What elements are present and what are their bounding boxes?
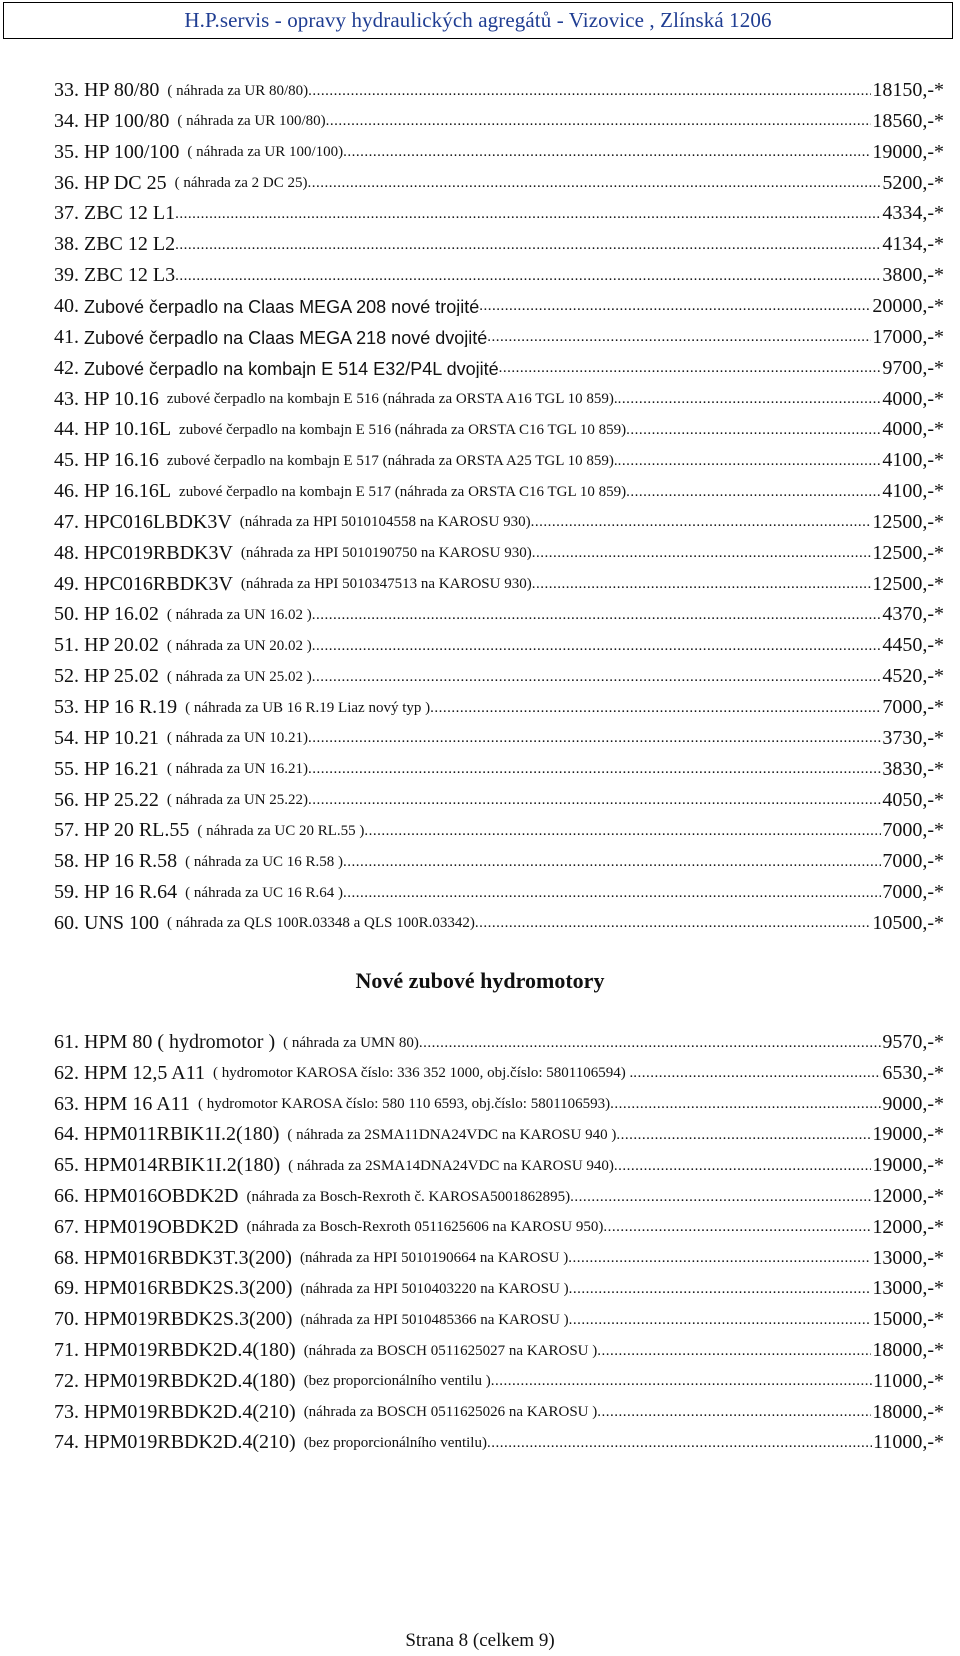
list-item xyxy=(54,1209,944,1237)
item-price: 3800,-* xyxy=(882,264,944,286)
item-price: 7000,-* xyxy=(882,850,944,872)
item-price: 19000,-* xyxy=(872,140,944,162)
dot-leader xyxy=(626,422,881,440)
item-price: 12500,-* xyxy=(872,541,944,563)
item-number: 61. xyxy=(54,1031,79,1052)
list-item xyxy=(54,257,944,285)
item-number: 40. xyxy=(54,294,79,316)
list-item xyxy=(54,442,944,470)
list-item xyxy=(54,226,944,254)
list-item xyxy=(54,1363,944,1391)
item-number: 35. xyxy=(54,140,79,162)
item-name: HPM 16 A11 xyxy=(84,1092,190,1114)
dot-leader xyxy=(430,700,881,718)
header-title: H.P.servis - opravy hydraulických agregátů - Vizovice , Zlínská 1206 xyxy=(184,8,772,32)
list-item xyxy=(54,1332,944,1360)
item-note: (náhrada za HPI 5010104558 na KAROSU 930) xyxy=(239,514,531,531)
dot-leader xyxy=(175,268,881,286)
item-number: 45. xyxy=(54,449,79,471)
item-price: 3730,-* xyxy=(882,726,944,748)
dot-leader xyxy=(499,360,882,378)
item-price: 12500,-* xyxy=(872,510,944,532)
list-item xyxy=(54,1424,944,1452)
item-price: 4134,-* xyxy=(882,233,944,255)
dot-leader xyxy=(532,576,872,594)
list-item xyxy=(54,843,944,871)
item-price: 9700,-* xyxy=(882,356,944,378)
list-item xyxy=(54,535,944,563)
item-note: ( náhrada za UB 16 R.19 Liaz nový typ ) xyxy=(185,699,431,716)
item-price: 4100,-* xyxy=(882,480,944,502)
page-footer: Strana 8 (celkem 9) xyxy=(405,1630,555,1651)
item-note: ( náhrada za UR 80/80) xyxy=(167,82,309,99)
item-price: 12000,-* xyxy=(872,1185,944,1206)
item-number: 68. xyxy=(54,1246,79,1268)
item-note: ( náhrada za 2 DC 25) xyxy=(174,175,308,192)
dot-leader xyxy=(487,329,871,347)
item-price: 18000,-* xyxy=(872,1400,944,1422)
item-price: 15000,-* xyxy=(872,1308,944,1330)
item-note: (náhrada za HPI 5010347513 na KAROSU 930) xyxy=(240,576,532,593)
item-price: 4450,-* xyxy=(882,634,944,656)
item-note: ( náhrada za UC 16 R.58 ) xyxy=(185,853,344,870)
item-name: ZBC 12 L1 xyxy=(84,202,176,224)
item-name: HPC016RBDK3V xyxy=(84,572,233,594)
item-note: (bez proporcionálního ventilu ) xyxy=(303,1373,491,1390)
list-item xyxy=(54,874,944,902)
dot-leader xyxy=(633,1065,881,1083)
item-number: 44. xyxy=(54,418,79,440)
dot-leader xyxy=(610,1096,881,1114)
item-price: 12000,-* xyxy=(872,1215,944,1237)
item-note: ( náhrada za UN 10.21) xyxy=(166,730,309,747)
item-price: 10500,-* xyxy=(872,911,944,933)
item-name: HPM 12,5 A11 xyxy=(84,1061,205,1083)
item-name: HP DC 25 xyxy=(84,171,167,193)
item-number: 50. xyxy=(54,603,79,625)
item-name: HP 16 R.58 xyxy=(84,850,178,872)
list-item xyxy=(54,751,944,779)
dot-leader xyxy=(175,237,881,255)
dot-leader xyxy=(626,484,881,502)
item-number: 52. xyxy=(54,665,79,687)
page-header xyxy=(3,2,953,39)
item-number: 41. xyxy=(54,325,79,347)
item-name: HP 100/100 xyxy=(84,140,180,162)
item-note: ( náhrada za UN 25.02 ) xyxy=(166,668,312,685)
list-item xyxy=(54,1147,944,1175)
list-item xyxy=(54,1086,944,1114)
list-item xyxy=(54,905,944,933)
dot-leader xyxy=(312,638,882,656)
section-title: Nové zubové hydromotory xyxy=(355,968,605,993)
list-item xyxy=(54,319,944,347)
item-price: 4000,-* xyxy=(882,387,944,409)
item-name: HPM019RBDK2D.4(210) xyxy=(84,1400,296,1422)
item-note: zubové čerpadlo na kombajn E 516 (náhrada za ORSTA A16 TGL 10 859). xyxy=(166,391,618,407)
item-name: HP 16.16L xyxy=(84,480,172,502)
item-number: 39. xyxy=(54,264,79,286)
dot-leader xyxy=(616,1127,871,1145)
list-item xyxy=(54,1270,944,1298)
item-price: 19000,-* xyxy=(872,1123,944,1145)
item-number: 64. xyxy=(54,1123,79,1145)
item-name: HP 10.21 xyxy=(84,726,159,748)
item-price: 4520,-* xyxy=(882,665,944,687)
list-item xyxy=(54,1301,944,1329)
item-name: HP 10.16L xyxy=(84,418,172,440)
dot-leader xyxy=(475,915,871,933)
item-price: 4100,-* xyxy=(882,449,944,471)
item-price: 7000,-* xyxy=(882,696,944,717)
list-item xyxy=(54,103,944,131)
item-number: 69. xyxy=(54,1277,79,1299)
item-name: HP 16.02 xyxy=(84,603,159,625)
list-item xyxy=(54,1116,944,1144)
item-note: ( náhrada za 2SMA11DNA24VDC na KAROSU 940 ) xyxy=(287,1126,617,1143)
list-item xyxy=(54,411,944,439)
dot-leader xyxy=(618,453,882,471)
item-number: 67. xyxy=(54,1215,79,1237)
item-name: HP 20 RL.55 xyxy=(84,819,190,841)
item-name: ZBC 12 L3 xyxy=(84,264,176,286)
item-name: HPM019RBDK2D.4(180) xyxy=(84,1369,296,1391)
item-note: ( hydromotor KAROSA číslo: 336 352 1000, obj.číslo: 5801106594) . xyxy=(212,1065,634,1082)
dot-leader xyxy=(618,391,882,409)
item-name: HP 25.02 xyxy=(84,665,159,687)
dot-leader xyxy=(326,113,872,131)
dot-leader xyxy=(343,854,881,872)
item-note: ( náhrada za UMN 80) xyxy=(283,1034,419,1051)
list-item xyxy=(54,1055,944,1083)
item-note: ( náhrada za QLS 100R.03348 a QLS 100R.03342) xyxy=(167,915,475,932)
item-price: 5200,-* xyxy=(882,171,944,193)
item-note: ( náhrada za UR 100/80) xyxy=(177,113,326,130)
list-item xyxy=(54,288,944,316)
item-number: 47. xyxy=(54,510,79,532)
list-item xyxy=(54,566,944,594)
list-item xyxy=(54,1240,944,1268)
item-note: (náhrada za BOSCH 0511625026 na KAROSU ) xyxy=(303,1404,598,1421)
item-number: 56. xyxy=(54,788,79,810)
item-note: (náhrada za HPI 5010485366 na KAROSU ) xyxy=(300,1311,569,1328)
item-price: 18000,-* xyxy=(872,1339,944,1360)
dot-leader xyxy=(312,669,882,687)
item-price: 11000,-* xyxy=(873,1431,944,1453)
item-name: HP 20.02 xyxy=(84,634,159,656)
dot-leader xyxy=(175,206,881,224)
item-number: 38. xyxy=(54,233,79,255)
item-note: (náhrada za BOSCH 0511625027 na KAROSU ) xyxy=(303,1342,598,1359)
item-name: HP 100/80 xyxy=(84,109,170,131)
item-price: 9570,-* xyxy=(882,1031,944,1052)
item-name: HPM 80 ( hydromotor ) xyxy=(84,1031,276,1052)
item-number: 59. xyxy=(54,881,79,903)
item-number: 65. xyxy=(54,1154,79,1176)
dot-leader xyxy=(570,1189,871,1207)
item-name: HP 16.21 xyxy=(84,757,159,779)
item-price: 4370,-* xyxy=(882,603,944,625)
dot-leader xyxy=(531,514,872,532)
item-price: 6530,-* xyxy=(882,1061,944,1083)
item-name: HPM019RBDK2S.3(200) xyxy=(84,1308,293,1330)
item-price: 11000,-* xyxy=(873,1369,944,1391)
item-note: ( náhrada za UC 20 RL.55 ) xyxy=(197,822,365,839)
item-note: (náhrada za Bosch-Rexroth č. KAROSA5001862895) xyxy=(246,1188,571,1205)
item-name: HP 16 R.19 xyxy=(84,696,178,717)
dot-leader xyxy=(343,144,871,162)
dot-leader xyxy=(491,1373,872,1391)
item-note: ( náhrada za UR 100/100) xyxy=(187,144,344,161)
item-price: 12500,-* xyxy=(872,572,944,594)
item-name: HP 25.22 xyxy=(84,788,159,810)
dot-leader xyxy=(568,1250,871,1268)
item-number: 48. xyxy=(54,541,79,563)
dot-leader xyxy=(308,730,881,748)
item-number: 57. xyxy=(54,819,79,841)
item-number: 34. xyxy=(54,109,79,131)
item-name: HP 10.16 xyxy=(84,387,159,409)
dot-leader xyxy=(597,1404,871,1422)
item-name: HPM016OBDK2D xyxy=(84,1185,239,1206)
item-number: 51. xyxy=(54,634,79,656)
list-item xyxy=(54,134,944,162)
dot-leader xyxy=(312,607,882,625)
item-number: 36. xyxy=(54,171,79,193)
item-name: HPM014RBIK1I.2(180) xyxy=(84,1154,281,1176)
item-name: HPM019OBDK2D xyxy=(84,1215,239,1237)
list-item xyxy=(54,596,944,624)
list-item xyxy=(54,627,944,655)
item-number: 62. xyxy=(54,1061,79,1083)
item-note: ( náhrada za UC 16 R.64 ) xyxy=(185,884,344,901)
item-price: 7000,-* xyxy=(882,881,944,903)
item-note: ( hydromotor KAROSA číslo: 580 110 6593, obj.číslo: 5801106593) xyxy=(197,1096,611,1113)
item-name: HPM019RBDK2D.4(180) xyxy=(84,1339,296,1360)
list-item xyxy=(54,504,944,532)
dot-leader xyxy=(569,1281,872,1299)
item-number: 63. xyxy=(54,1092,79,1114)
list-item xyxy=(54,473,944,501)
dot-leader xyxy=(307,175,881,193)
item-name: Zubové čerpadlo na kombajn E 514 E32/P4L dvojité xyxy=(84,358,499,378)
dot-leader xyxy=(308,83,871,101)
item-note: zubové čerpadlo na kombajn E 517 (náhrada za ORSTA C16 TGL 10 859) xyxy=(179,483,627,500)
item-number: 72. xyxy=(54,1369,79,1391)
dot-leader xyxy=(569,1312,872,1330)
item-price: 19000,-* xyxy=(872,1154,944,1176)
item-price: 7000,-* xyxy=(882,819,944,841)
list-item xyxy=(54,1024,944,1052)
item-note: ( náhrada za UN 25.22) xyxy=(166,792,309,809)
dot-leader xyxy=(614,1158,871,1176)
list-item xyxy=(54,1394,944,1422)
item-number: 42. xyxy=(54,356,79,378)
dot-leader xyxy=(603,1219,871,1237)
item-name: HPC019RBDK3V xyxy=(84,541,233,563)
item-note: ( náhrada za 2SMA14DNA24VDC na KAROSU 940) xyxy=(288,1157,614,1174)
dot-leader xyxy=(343,885,881,903)
item-number: 55. xyxy=(54,757,79,779)
dot-leader xyxy=(308,792,881,810)
list-item xyxy=(54,165,944,193)
item-name: HPM016RBDK3T.3(200) xyxy=(84,1246,292,1268)
item-name: ZBC 12 L2 xyxy=(84,233,176,255)
item-note: (náhrada za HPI 5010403220 na KAROSU ) xyxy=(300,1280,569,1297)
item-note: (náhrada za HPI 5010190750 na KAROSU 930) xyxy=(240,545,532,562)
item-price: 3830,-* xyxy=(882,757,944,779)
item-number: 43. xyxy=(54,387,79,409)
list-item xyxy=(54,195,944,223)
list-item xyxy=(54,72,944,100)
item-note: ( náhrada za UN 20.02 ) xyxy=(166,637,312,654)
item-number: 71. xyxy=(54,1339,79,1360)
item-number: 70. xyxy=(54,1308,79,1330)
item-number: 53. xyxy=(54,696,79,717)
item-number: 74. xyxy=(54,1431,79,1453)
item-name: HPC016LBDK3V xyxy=(84,510,232,532)
item-name: HP 16.16 xyxy=(84,449,159,471)
item-name: Zubové čerpadlo na Claas MEGA 208 nové trojité xyxy=(84,296,480,316)
list-item xyxy=(54,689,944,717)
list-item xyxy=(54,658,944,686)
item-note: ( náhrada za UN 16.21) xyxy=(166,761,309,778)
list-item xyxy=(54,782,944,810)
item-price: 9000,-* xyxy=(882,1092,944,1114)
item-price: 17000,-* xyxy=(872,325,944,347)
item-number: 37. xyxy=(54,202,79,224)
item-name: HPM016RBDK2S.3(200) xyxy=(84,1277,293,1299)
dot-leader xyxy=(487,1435,872,1453)
item-number: 49. xyxy=(54,572,79,594)
item-number: 60. xyxy=(54,911,79,933)
dot-leader xyxy=(532,545,872,563)
item-price: 20000,-* xyxy=(872,294,944,316)
item-number: 73. xyxy=(54,1400,79,1422)
item-name: HPM019RBDK2D.4(210) xyxy=(84,1431,296,1453)
item-number: 33. xyxy=(54,79,79,100)
item-name: HPM011RBIK1I.2(180) xyxy=(84,1123,280,1145)
dot-leader xyxy=(364,823,881,841)
dot-leader xyxy=(419,1035,881,1053)
item-number: 54. xyxy=(54,726,79,748)
list-item xyxy=(54,720,944,748)
item-price: 18560,-* xyxy=(872,109,944,131)
item-note: (náhrada za HPI 5010190664 na KAROSU ) xyxy=(299,1250,569,1267)
item-note: (náhrada za Bosch-Rexroth 0511625606 na KAROSU 950) xyxy=(246,1219,604,1236)
list-item xyxy=(54,812,944,840)
item-price: 18150,-* xyxy=(872,79,944,100)
item-note: ( náhrada za UN 16.02 ) xyxy=(166,606,312,623)
item-name: Zubové čerpadlo na Claas MEGA 218 nové dvojité xyxy=(84,327,488,347)
item-price: 13000,-* xyxy=(872,1277,944,1299)
item-note: (bez proporcionálního ventilu) xyxy=(303,1434,487,1451)
list-item xyxy=(54,350,944,378)
item-number: 46. xyxy=(54,480,79,502)
dot-leader xyxy=(479,298,871,316)
item-name: UNS 100 xyxy=(84,911,160,933)
item-name: HP 80/80 xyxy=(84,79,160,100)
item-number: 66. xyxy=(54,1185,79,1206)
list-item xyxy=(54,1178,944,1206)
dot-leader xyxy=(308,761,881,779)
list-item xyxy=(54,381,944,409)
item-price: 4000,-* xyxy=(882,418,944,440)
item-price: 13000,-* xyxy=(872,1246,944,1268)
item-note: zubové čerpadlo na kombajn E 516 (náhrada za ORSTA C16 TGL 10 859) xyxy=(179,421,627,438)
item-note: zubové čerpadlo na kombajn E 517 (náhrada za ORSTA A25 TGL 10 859). xyxy=(166,452,618,469)
item-price: 4334,-* xyxy=(882,202,944,224)
item-name: HP 16 R.64 xyxy=(84,881,178,903)
item-number: 58. xyxy=(54,850,79,872)
item-price: 4050,-* xyxy=(882,788,944,810)
dot-leader xyxy=(597,1343,871,1361)
